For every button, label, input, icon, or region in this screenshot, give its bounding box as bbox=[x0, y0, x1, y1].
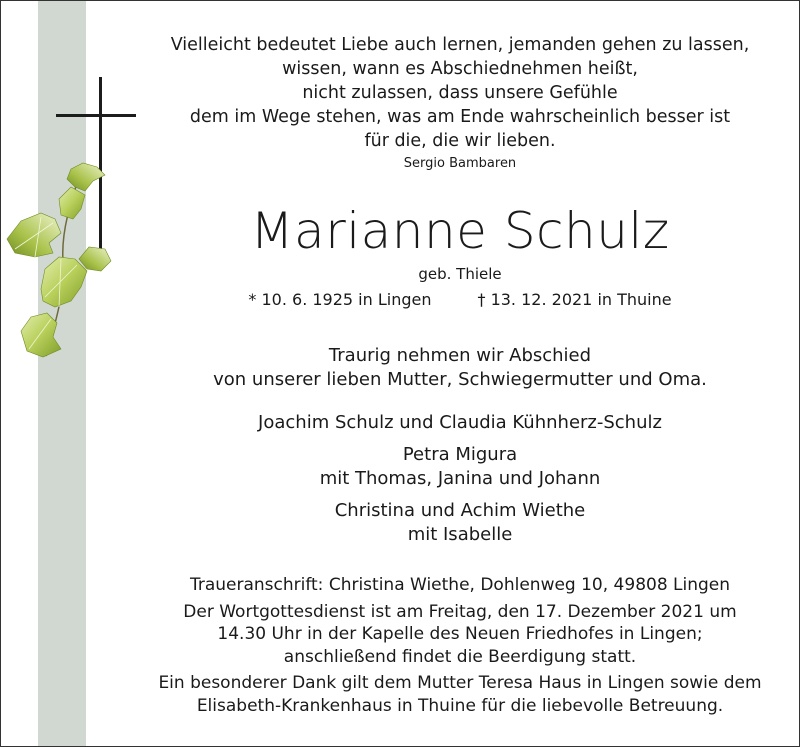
thanks-line: Elisabeth-Krankenhaus in Thuine für die liebevolle Betreuung. bbox=[196, 695, 724, 716]
death-date: † 13. 12. 2021 in Thuine bbox=[477, 290, 672, 309]
mourners-list bbox=[121, 411, 799, 547]
poem-line: für die, die wir lieben. bbox=[364, 131, 556, 151]
poem-author: Sergio Bambaren bbox=[403, 156, 517, 171]
thanks-line: Ein besonderer Dank gilt dem Mutter Teresa Haus in Lingen sowie dem bbox=[158, 673, 762, 693]
farewell-line: von unserer lieben Mutter, Schwiegermutter und Oma. bbox=[213, 369, 707, 390]
service-line: anschließend findet die Beerdigung statt. bbox=[283, 646, 637, 667]
poem-line: dem im Wege stehen, was am Ende wahrscheinlich besser ist bbox=[189, 107, 731, 127]
mourner-line: Joachim Schulz und Claudia Kühnherz-Schulz bbox=[258, 412, 662, 433]
life-dates bbox=[121, 289, 799, 311]
mourner-line: Christina und Achim Wiethe bbox=[334, 500, 586, 521]
poem-line: wissen, wann es Abschiednehmen heißt, bbox=[282, 59, 638, 79]
poem-line: nicht zulassen, dass unsere Gefühle bbox=[302, 83, 618, 103]
service-line: Der Wortgottesdienst ist am Freitag, den 17. Dezember 2021 um bbox=[183, 601, 737, 622]
poem bbox=[121, 33, 799, 175]
decorative-stripe bbox=[38, 1, 86, 747]
deceased-name: Marianne Schulz bbox=[250, 202, 670, 260]
ivy-leaves-icon bbox=[1, 161, 121, 371]
notes bbox=[121, 574, 799, 717]
poem-line: Vielleicht bedeutet Liebe auch lernen, jemanden gehen zu lassen, bbox=[170, 35, 750, 55]
farewell-text bbox=[121, 344, 799, 392]
mourner-line: mit Isabelle bbox=[407, 524, 513, 545]
service-line: 14.30 Uhr in der Kapelle des Neuen Friedhofes in Lingen; bbox=[217, 624, 703, 644]
mourning-address: Traueranschrift: Christina Wiethe, Dohlenweg 10, 49808 Lingen bbox=[189, 575, 731, 595]
maiden-name: geb. Thiele bbox=[418, 265, 502, 283]
birth-date: * 10. 6. 1925 in Lingen bbox=[248, 290, 432, 309]
mourner-line: Petra Migura bbox=[402, 444, 518, 465]
mourner-line: mit Thomas, Janina und Johann bbox=[319, 468, 601, 489]
farewell-line: Traurig nehmen wir Abschied bbox=[328, 345, 592, 366]
